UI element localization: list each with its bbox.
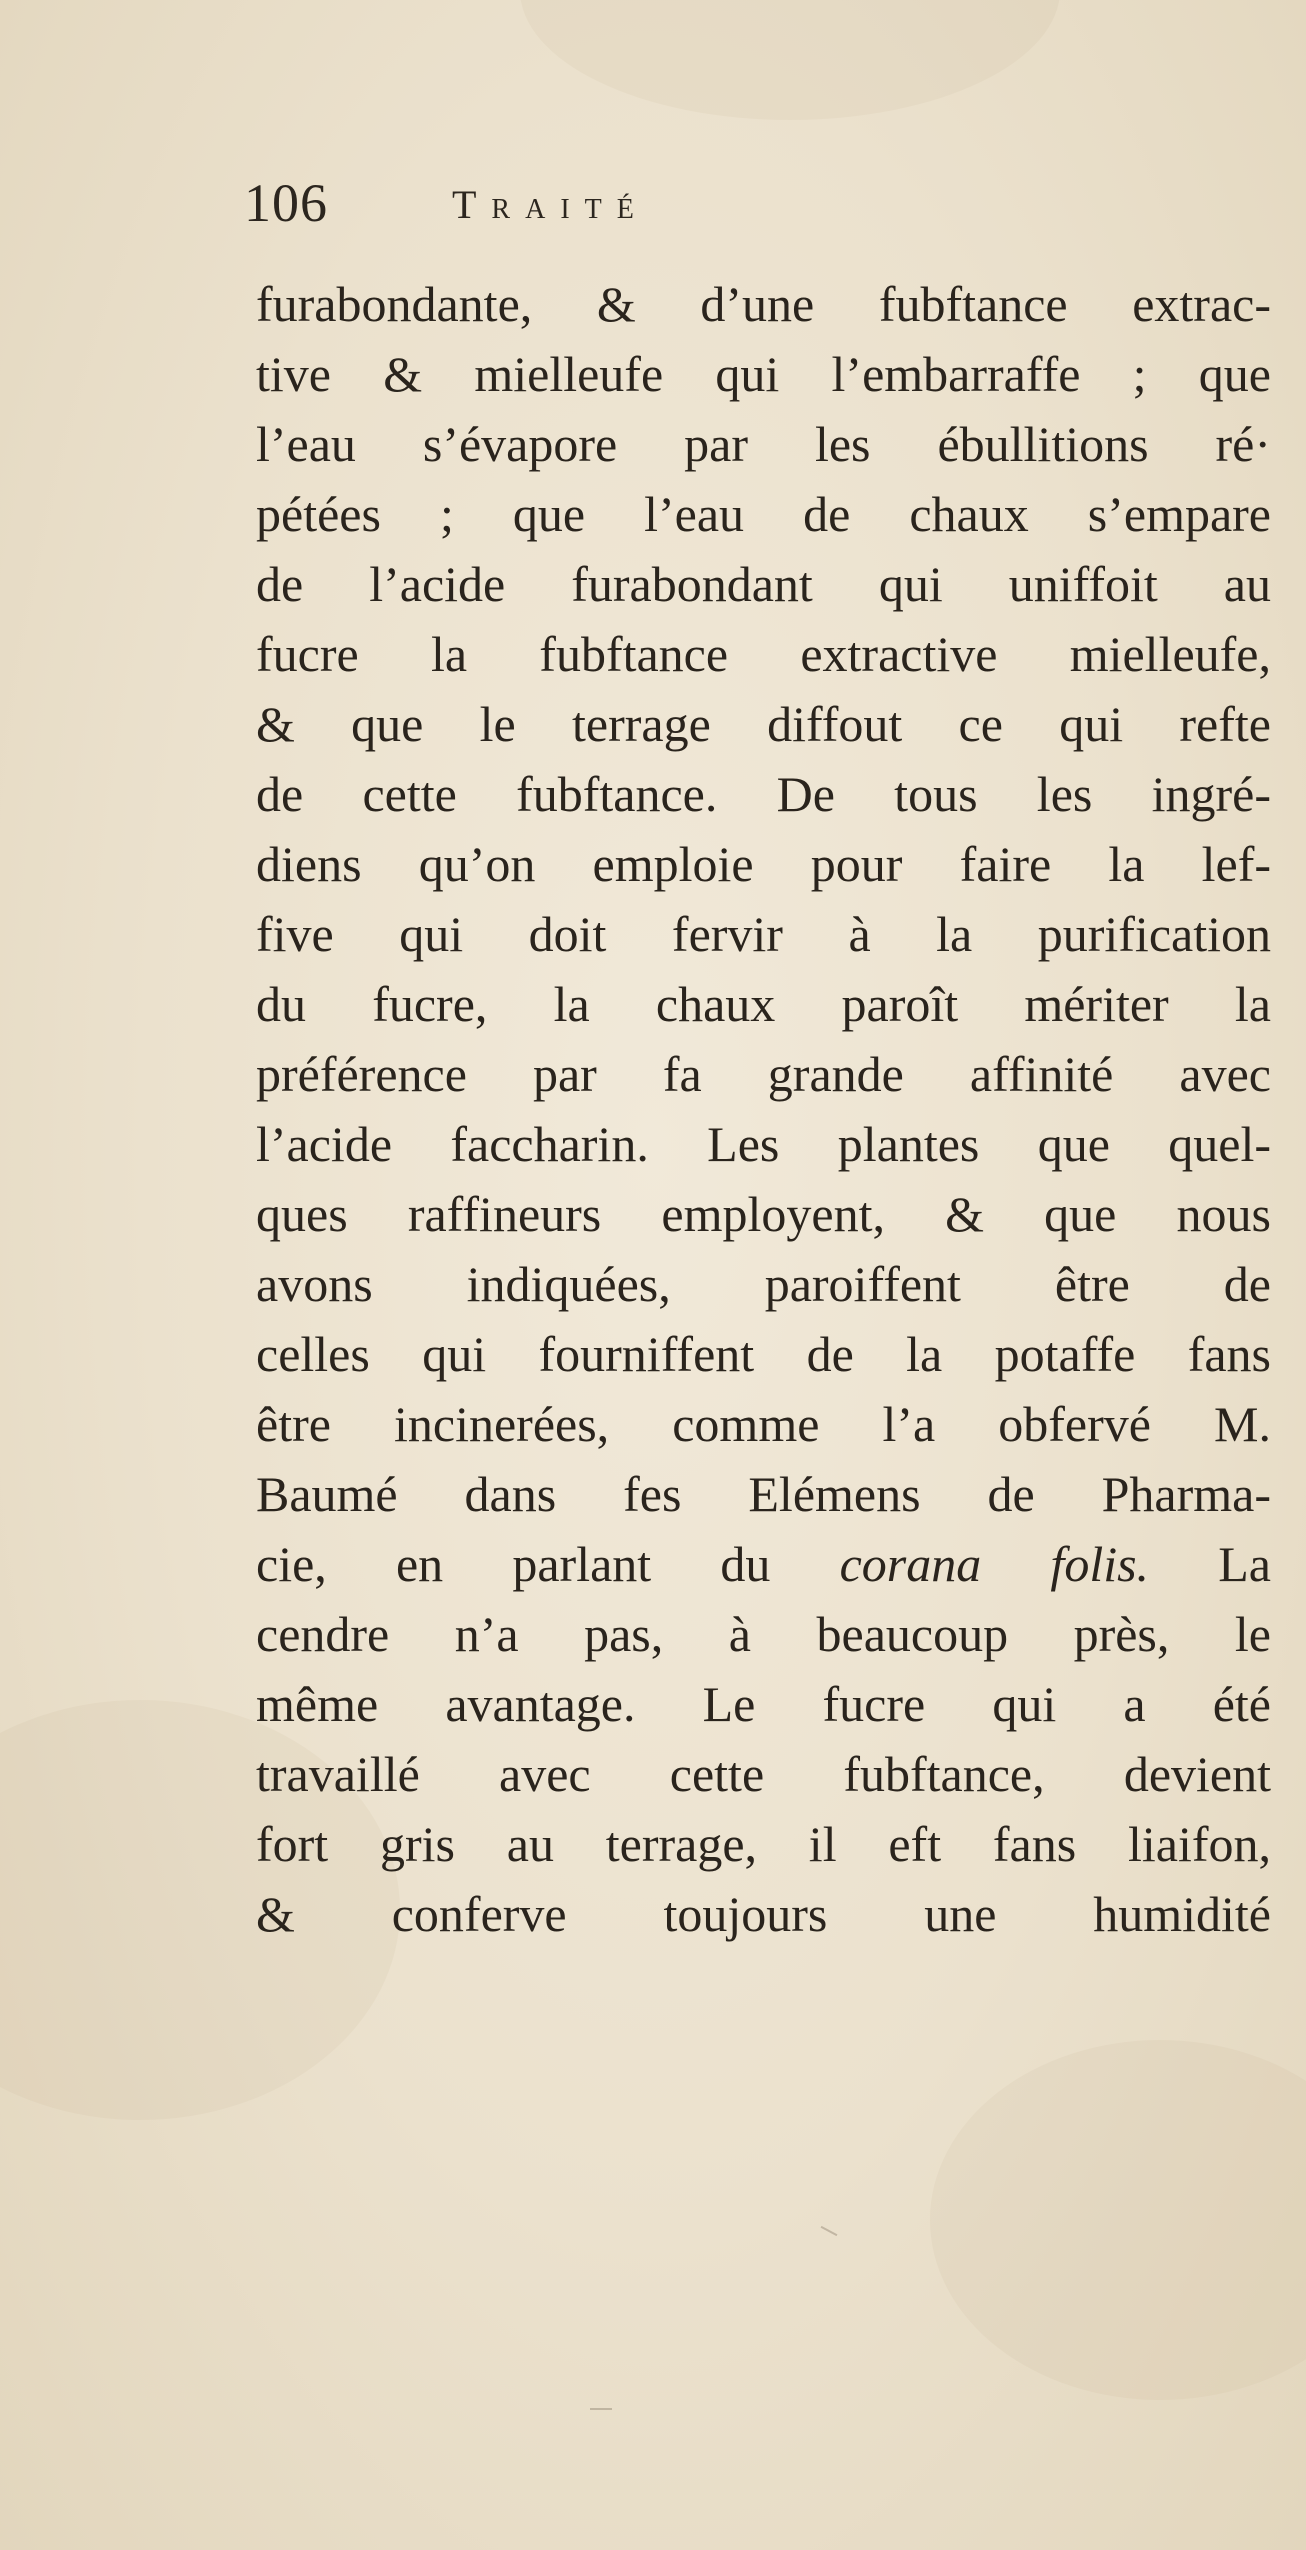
page-number: 106: [244, 173, 328, 233]
text-line: préférence par fa grande affinité avec: [256, 1046, 1271, 1102]
paper-mark: [821, 2226, 838, 2236]
paper-stain: [520, 0, 1060, 120]
text-line: l’acide faccharin. Les plantes que quel-: [256, 1116, 1271, 1172]
text-line: tive & mielleufe qui l’embarraffe ; que: [256, 346, 1271, 402]
text-line: furabondante, & d’une fubftance extrac-: [256, 276, 1271, 332]
text-line: fort gris au terrage, il eft fans liaifon,: [256, 1816, 1271, 1872]
text-line: Baumé dans fes Elémens de Pharma-: [256, 1466, 1271, 1522]
paper-stain: [930, 2040, 1306, 2400]
text-line: fucre la fubftance extractive mielleufe,: [256, 626, 1271, 682]
text-segment: La: [1149, 1536, 1271, 1592]
text-line: du fucre, la chaux paroît mériter la: [256, 976, 1271, 1032]
text-line: cendre n’a pas, à beaucoup près, le: [256, 1606, 1271, 1662]
text-line: diens qu’on emploie pour faire la lef-: [256, 836, 1271, 892]
text-line: travaillé avec cette fubftance, devient: [256, 1746, 1271, 1802]
text-segment: cie, en parlant du: [256, 1536, 840, 1592]
text-line: ques raffineurs employent, & que nous: [256, 1186, 1271, 1242]
text-line: être incinerées, comme l’a obfervé M.: [256, 1396, 1271, 1452]
text-line: même avantage. Le fucre qui a été: [256, 1676, 1271, 1732]
text-line: [256, 1529, 1271, 1599]
text-line: avons indiquées, paroiffent être de: [256, 1256, 1271, 1312]
text-line: & que le terrage diffout ce qui refte: [256, 696, 1271, 752]
text-line: & conferve toujours une humidité: [256, 1886, 1271, 1942]
text-line: de cette fubftance. De tous les ingré-: [256, 766, 1271, 822]
body-text: [256, 269, 1271, 1949]
italic-latin-term: corana folis.: [839, 1536, 1150, 1592]
text-line: celles qui fourniffent de la potaffe fans: [256, 1326, 1271, 1382]
running-head: Traité: [452, 182, 649, 227]
text-line: five qui doit fervir à la purification: [256, 906, 1271, 962]
text-line: pétées ; que l’eau de chaux s’empare: [256, 486, 1271, 542]
text-line: de l’acide furabondant qui uniffoit au: [256, 556, 1271, 612]
text-line: l’eau s’évapore par les ébullitions ré·: [256, 416, 1271, 472]
page-header: [244, 168, 1064, 238]
paper-mark: [590, 2408, 612, 2410]
